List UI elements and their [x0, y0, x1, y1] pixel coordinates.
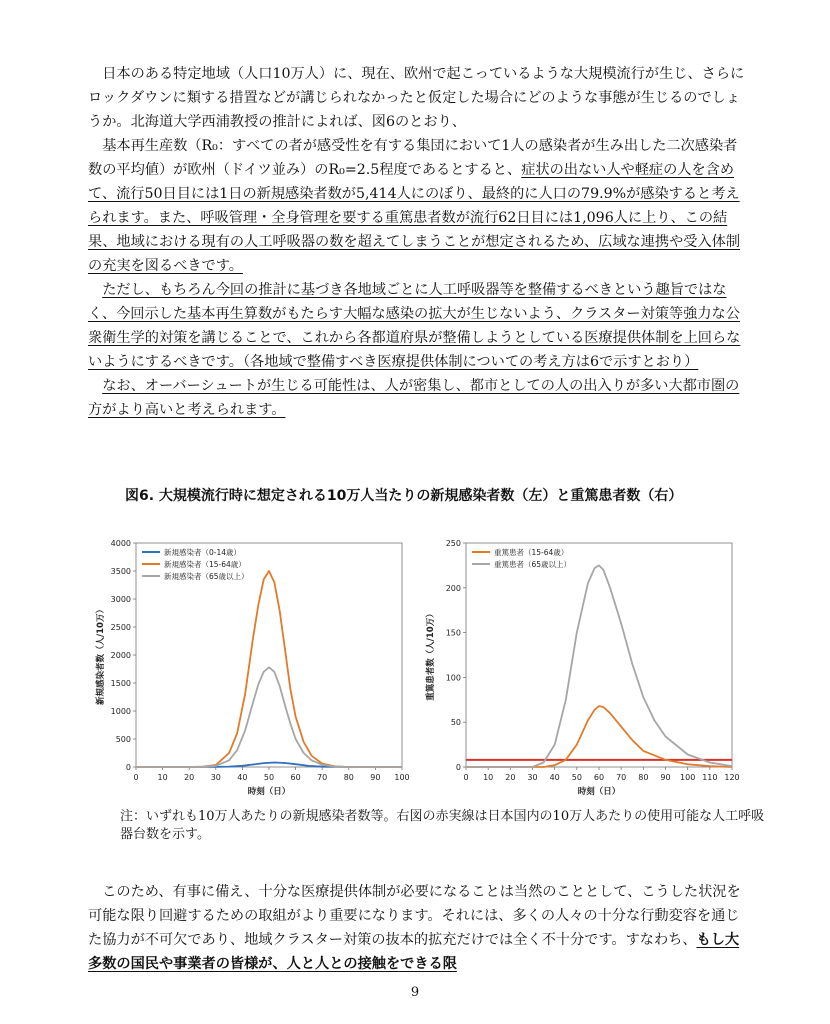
paragraph-5 [88, 880, 750, 976]
y-tick-label: 1000 [110, 707, 131, 716]
x-tick-label: 0 [133, 773, 139, 782]
paragraph-1: 日本のある特定地域（人口10万人）に、現在、欧州で起こっているような大規模流行が生じ、さらにロックダウンに類する措置などが講じられなかったと仮定した場合にどのような事態が生じるのでしょうか。北海道大学西浦教授の推計によれば、図6のとおり、 [88, 66, 745, 130]
y-tick-label: 250 [445, 539, 461, 548]
chart-severe-patients [422, 535, 742, 800]
x-tick-label: 80 [638, 773, 649, 782]
series-line [466, 706, 732, 767]
y-tick-label: 200 [445, 583, 461, 593]
x-tick-label: 90 [660, 773, 671, 782]
x-tick-label: 100 [394, 773, 410, 782]
x-tick-label: 50 [571, 773, 582, 782]
figure-title: 図6. 大規模流行時に想定される10万人当たりの新規感染者数（左）と重篤患者数（右） [125, 488, 683, 504]
y-tick-label: 0 [455, 763, 461, 772]
x-tick-label: 100 [680, 773, 696, 782]
y-axis-label: 新規感染者数（人/10万） [96, 605, 106, 705]
series-line [466, 565, 732, 767]
legend-label: 新規感染者（65歳以上） [164, 572, 249, 581]
legend-label: 重篤患者（65歳以上） [494, 560, 572, 569]
paragraph-2 [88, 134, 750, 278]
figure-note: 注：いずれも10万人あたりの新規感染者数等。右図の赤実線は日本国内の10万人あたりの使用可能な人工呼吸器台数を示す。 [120, 809, 765, 842]
x-tick-label: 60 [290, 773, 301, 782]
y-tick-label: 4000 [110, 539, 131, 548]
bottom-text [88, 880, 750, 976]
x-tick-label: 20 [505, 773, 516, 782]
y-tick-label: 50 [450, 718, 461, 728]
x-tick-label: 30 [210, 773, 221, 782]
paragraph-3: ただし、もちろん今回の推計に基づき各地域ごとに人工呼吸器等を整備するべきという趣旨ではなく、今回示した基本再生算数がもたらす大幅な感染の拡大が生じないよう、クラスター対策等強力な公衆衛生学的対策を講じることで、これから各都道府県が整備しようとしている医療提供体制を上回らないようにするべきです。（各地域で整備すべき医療提供体制についての考え方は6で示すとおり） [88, 282, 741, 370]
y-axis-label: 重篤患者数（人/10万） [426, 609, 436, 701]
y-tick-label: 1500 [110, 679, 131, 688]
series-line [136, 667, 402, 767]
paragraph-2-underlined: 症状の出ない人や軽症の人を含めて、流行50日目には1日の新規感染者数が5,414人にのぼり、最終的に人口の79.9%が感染すると考えられます。また、呼吸管理・全身管理を要する重篤患者数が流行62日目には1,096人に上り、この結果、地域における現有の人工呼吸器の数を超えてしまうことが想定されるため、広域な連携や受入体制の充実を図るべきです。 [88, 162, 741, 274]
paragraph-5-emphasis: もし大多数の国民や事業者の皆様が、人と人との接触をできる限 [88, 932, 740, 972]
paragraph-4: なお、オーバーシュートが生じる可能性は、人が密集し、都市としての人の出入りが多い大都市圏の方がより高いと考えられます。 [88, 378, 740, 418]
y-tick-label: 2000 [110, 651, 131, 660]
y-tick-label: 2500 [110, 623, 131, 632]
x-tick-label: 70 [317, 773, 328, 782]
y-tick-label: 500 [115, 735, 131, 744]
y-tick-label: 100 [445, 673, 461, 683]
chart-new-infections [92, 535, 412, 800]
x-tick-label: 10 [483, 773, 494, 782]
x-tick-label: 40 [549, 773, 560, 782]
y-tick-label: 150 [445, 628, 461, 638]
x-tick-label: 80 [343, 773, 354, 782]
x-tick-label: 120 [724, 773, 740, 782]
x-tick-label: 30 [527, 773, 538, 782]
x-axis-label: 時刻（日） [577, 787, 621, 797]
x-tick-label: 90 [370, 773, 381, 782]
y-tick-label: 3000 [110, 595, 131, 604]
plot-frame [466, 543, 732, 767]
paragraph-5-text: このため、有事に備え、十分な医療提供体制が必要になることは当然のこととして、こうした状況を可能な限り回避するための取組がより重要になります。それには、多くの人々の十分な行動変容を通じた協力が不可欠であり、地域クラスター対策の抜本的拡充だけでは全く不十分です。すなわち、 [88, 884, 741, 948]
y-tick-label: 3500 [110, 567, 131, 576]
paragraph-2-text: 基本再生産数（R₀：すべての者が感受性を有する集団において1人の感染者が生み出した二次感染者数の平均値）が欧州（ドイツ並み）のR₀=2.5程度であるとすると、 [88, 138, 738, 178]
x-tick-label: 70 [616, 773, 627, 782]
x-tick-label: 40 [237, 773, 248, 782]
x-tick-label: 110 [702, 773, 718, 782]
x-axis-label: 時刻（日） [247, 787, 291, 797]
body-text [88, 62, 750, 422]
x-tick-label: 0 [463, 773, 469, 782]
legend-label: 重篤患者（15-64歳） [494, 548, 569, 557]
x-tick-label: 60 [593, 773, 605, 782]
x-tick-label: 10 [157, 773, 168, 782]
series-line [136, 571, 402, 767]
page-number: 9 [410, 985, 420, 1000]
legend-label: 新規感染者（0-14歳） [164, 548, 242, 557]
x-tick-label: 20 [184, 773, 195, 782]
y-tick-label: 0 [125, 763, 131, 772]
legend-label: 新規感染者（15-64歳） [164, 560, 246, 569]
x-tick-label: 50 [263, 773, 275, 782]
